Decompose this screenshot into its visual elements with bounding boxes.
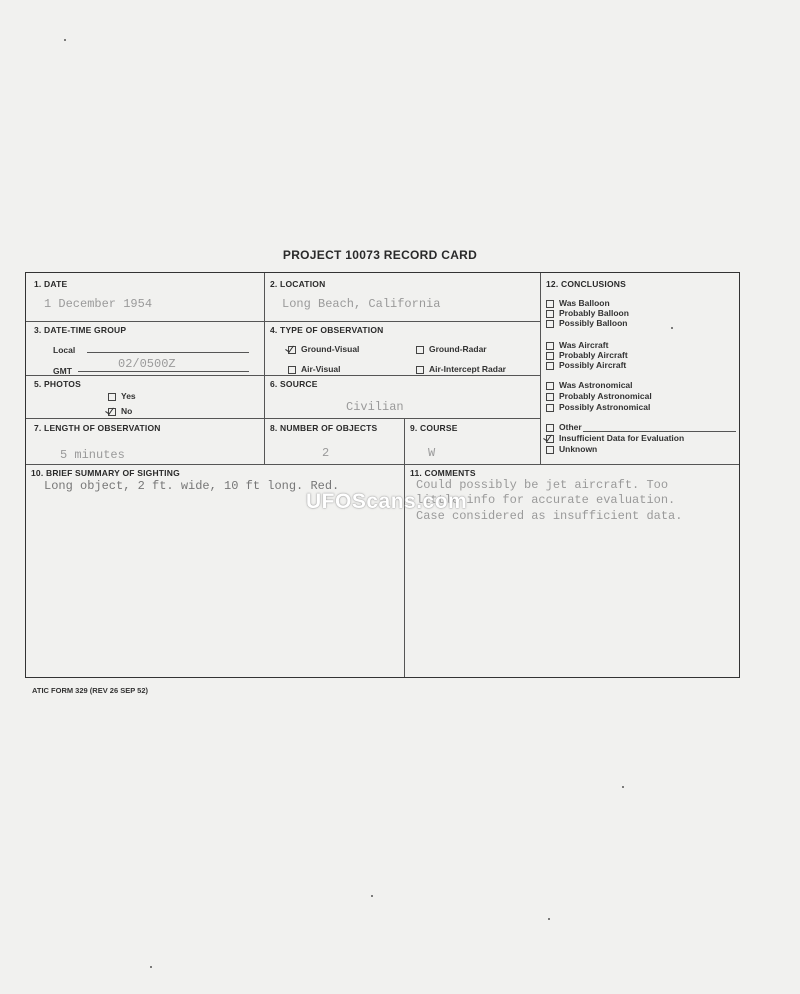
probably-aircraft-checkbox[interactable] <box>546 352 554 360</box>
source-value: Civilian <box>346 400 404 414</box>
insufficient-data-checkbox[interactable] <box>546 435 554 443</box>
row-divider-4 <box>26 464 739 465</box>
photos-no-text: No <box>121 406 133 416</box>
was-aircraft-text: Was Aircraft <box>559 340 609 350</box>
date-value: 1 December 1954 <box>44 297 153 311</box>
conclusion-was-balloon[interactable] <box>546 298 610 308</box>
ground-radar-text: Ground-Radar <box>429 344 487 354</box>
probably-balloon-text: Probably Balloon <box>559 308 629 318</box>
conclusion-was-aircraft[interactable] <box>546 340 608 350</box>
source-label: 6. SOURCE <box>270 379 318 389</box>
unknown-text: Unknown <box>559 444 598 454</box>
scan-speck <box>548 918 550 920</box>
local-label: Local <box>53 345 76 355</box>
photos-yes-option[interactable] <box>108 391 136 401</box>
length-value: 5 minutes <box>60 448 125 462</box>
conclusion-possibly-astronomical[interactable] <box>546 402 650 412</box>
probably-aircraft-text: Probably Aircraft <box>559 350 628 360</box>
scan-speck <box>371 895 373 897</box>
was-balloon-text: Was Balloon <box>559 298 610 308</box>
comments-label: 11. COMMENTS <box>410 468 476 478</box>
other-text: Other <box>559 422 582 432</box>
conclusion-other[interactable] <box>546 422 582 432</box>
scan-speck <box>622 786 624 788</box>
form-number: ATIC FORM 329 (REV 26 SEP 52) <box>32 686 149 695</box>
was-aircraft-checkbox[interactable] <box>546 342 554 350</box>
objects-label: 8. NUMBER OF OBJECTS <box>270 423 378 433</box>
was-astronomical-checkbox[interactable] <box>546 382 554 390</box>
course-value: W <box>428 446 436 460</box>
objects-value: 2 <box>322 446 330 460</box>
gmt-value: 02/0500Z <box>118 357 176 371</box>
dtg-label: 3. DATE-TIME GROUP <box>34 325 127 335</box>
air-intercept-radar-option[interactable] <box>416 364 506 374</box>
probably-balloon-checkbox[interactable] <box>546 310 554 318</box>
ground-visual-text: Ground-Visual <box>301 344 360 354</box>
col-divider-c <box>404 418 405 677</box>
scan-speck <box>150 966 152 968</box>
photos-no-checkbox[interactable] <box>108 408 116 416</box>
ground-visual-checkbox[interactable] <box>288 346 296 354</box>
scan-speck <box>671 327 673 329</box>
col-divider-b <box>540 273 541 464</box>
gmt-line <box>78 371 249 372</box>
course-label: 9. COURSE <box>410 423 458 433</box>
length-label: 7. LENGTH OF OBSERVATION <box>34 423 161 433</box>
comments-line-1: Could possibly be jet aircraft. Too <box>416 478 669 492</box>
card-title: PROJECT 10073 RECORD CARD <box>282 248 478 262</box>
probably-astronomical-text: Probably Astronomical <box>559 391 652 401</box>
photos-label: 5. PHOTOS <box>34 379 81 389</box>
date-label: 1. DATE <box>34 279 68 289</box>
possibly-aircraft-checkbox[interactable] <box>546 362 554 370</box>
gmt-label: GMT <box>53 366 72 376</box>
scan-speck <box>64 39 66 41</box>
ground-visual-option[interactable] <box>288 344 359 354</box>
ground-radar-checkbox[interactable] <box>416 346 424 354</box>
location-value: Long Beach, California <box>282 297 441 311</box>
other-checkbox[interactable] <box>546 424 554 432</box>
air-intercept-radar-text: Air-Intercept Radar <box>429 364 506 374</box>
row-divider-3 <box>26 418 541 419</box>
watermark: UFOScans.com <box>306 490 468 513</box>
row-divider-2 <box>26 375 541 376</box>
ground-radar-option[interactable] <box>416 344 487 354</box>
photos-no-option[interactable] <box>108 406 132 416</box>
was-balloon-checkbox[interactable] <box>546 300 554 308</box>
summary-label: 10. BRIEF SUMMARY OF SIGHTING <box>31 468 180 478</box>
conclusion-possibly-aircraft[interactable] <box>546 360 626 370</box>
photos-yes-text: Yes <box>121 391 136 401</box>
air-intercept-radar-checkbox[interactable] <box>416 366 424 374</box>
comments-line-3: Case considered as insufficient data. <box>416 509 683 523</box>
location-label: 2. LOCATION <box>270 279 326 289</box>
insufficient-data-text: Insufficient Data for Evaluation <box>559 433 685 443</box>
air-visual-option[interactable] <box>288 364 341 374</box>
possibly-aircraft-text: Possibly Aircraft <box>559 360 627 370</box>
possibly-astronomical-text: Possibly Astronomical <box>559 402 651 412</box>
comments-line-2: little info for accurate evaluation. <box>416 493 676 507</box>
air-visual-checkbox[interactable] <box>288 366 296 374</box>
conclusion-was-astronomical[interactable] <box>546 380 633 390</box>
conclusions-label: 12. CONCLUSIONS <box>546 279 626 289</box>
local-line <box>87 352 249 353</box>
photos-yes-checkbox[interactable] <box>108 393 116 401</box>
type-label: 4. TYPE OF OBSERVATION <box>270 325 384 335</box>
conclusion-probably-aircraft[interactable] <box>546 350 628 360</box>
possibly-balloon-checkbox[interactable] <box>546 320 554 328</box>
conclusion-probably-balloon[interactable] <box>546 308 629 318</box>
air-visual-text: Air-Visual <box>301 364 341 374</box>
conclusion-possibly-balloon[interactable] <box>546 318 628 328</box>
was-astronomical-text: Was Astronomical <box>559 380 633 390</box>
summary-text: Long object, 2 ft. wide, 10 ft long. Red. <box>44 479 340 493</box>
possibly-balloon-text: Possibly Balloon <box>559 318 628 328</box>
unknown-checkbox[interactable] <box>546 446 554 454</box>
probably-astronomical-checkbox[interactable] <box>546 393 554 401</box>
other-line <box>583 431 736 432</box>
col-divider-a <box>264 273 265 464</box>
conclusion-unknown[interactable] <box>546 444 597 454</box>
possibly-astronomical-checkbox[interactable] <box>546 404 554 412</box>
conclusion-insufficient-data[interactable] <box>546 433 684 443</box>
row-divider-1 <box>26 321 541 322</box>
conclusion-probably-astronomical[interactable] <box>546 391 652 401</box>
